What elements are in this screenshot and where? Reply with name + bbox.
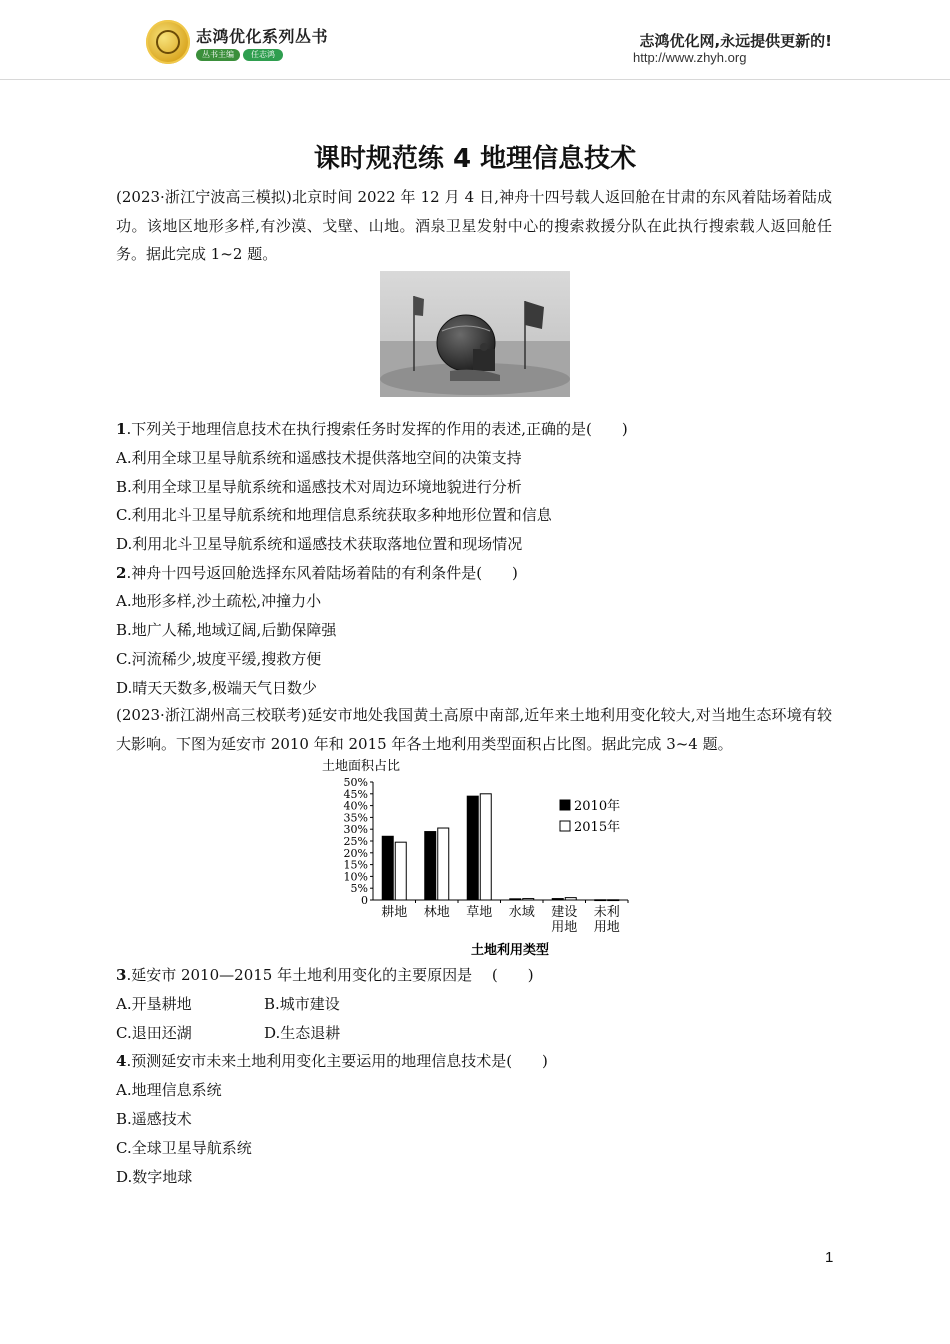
chart-x-tick-label: 草地 bbox=[466, 905, 493, 920]
question-4-option-b[interactable]: B.遥感技术 bbox=[116, 1110, 192, 1128]
chart-x-tick-label: 林地 bbox=[423, 905, 450, 920]
chart-bar-2010年-建设用地 bbox=[552, 899, 563, 900]
chart-x-tick-label: 用地 bbox=[551, 920, 578, 935]
chart-y-tick-label: 45% bbox=[343, 787, 368, 801]
land-use-bar-chart bbox=[318, 756, 638, 960]
chart-y-tick-label: 15% bbox=[343, 858, 368, 872]
question-3-text: .延安市 2010—2015 年土地利用变化的主要原因是 ( ) bbox=[126, 966, 534, 984]
chart-x-tick-label: 耕地 bbox=[381, 905, 408, 920]
chart-legend-label: 2010年 bbox=[574, 799, 621, 814]
header-divider bbox=[0, 79, 950, 80]
chart-legend-label: 2015年 bbox=[574, 820, 621, 835]
chart-y-tick-label: 25% bbox=[343, 835, 368, 848]
chart-y-tick-label: 40% bbox=[343, 799, 368, 813]
question-2-option-c[interactable]: C.河流稀少,坡度平缓,搜救方便 bbox=[116, 650, 322, 668]
question-1-option-a[interactable]: A.利用全球卫星导航系统和遥感技术提供落地空间的决策支持 bbox=[116, 449, 522, 467]
question-2-option-d[interactable]: D.晴天天数多,极端天气日数少 bbox=[116, 679, 318, 697]
question-1-option-b[interactable]: B.利用全球卫星导航系统和遥感技术对周边环境地貌进行分析 bbox=[116, 478, 522, 496]
question-3-stem bbox=[116, 965, 534, 985]
page-header bbox=[0, 0, 950, 80]
site-url-link[interactable]: http://www.zhyh.org bbox=[633, 50, 747, 65]
chart-bar-2010年-水域 bbox=[510, 899, 521, 900]
question-2-text: .神舟十四号返回舱选择东风着陆场着陆的有利条件是( ) bbox=[126, 564, 518, 582]
question-1-stem bbox=[116, 419, 628, 439]
passage-intro-1: (2023·浙江宁波高三模拟)北京时间 2022 年 12 月 4 日,神舟十四号载人返回舱在甘肃的东风着陆场着陆成功。该地区地形多样,有沙漠、戈壁、山地。酒泉卫星发射中心的搜索救援分队在此执行搜索载人返回舱任务。据此完成 1~2 题。 bbox=[116, 188, 832, 263]
page-title: 课时规范练 4 地理信息技术 bbox=[313, 144, 637, 174]
chart-x-tick-label: 未利 bbox=[593, 905, 620, 920]
chart-y-tick-label: 20% bbox=[343, 846, 368, 860]
chart-legend-swatch bbox=[560, 821, 570, 831]
question-3-option-d[interactable]: D.生态退耕 bbox=[264, 1024, 341, 1042]
question-1-option-c[interactable]: C.利用北斗卫星导航系统和地理信息系统获取多种地形位置和信息 bbox=[116, 506, 552, 524]
chart-x-axis-label: 土地利用类型 bbox=[470, 943, 550, 958]
chart-y-tick-label: 35% bbox=[343, 811, 368, 825]
chart-x-tick-label: 水域 bbox=[508, 905, 535, 920]
question-2-stem bbox=[116, 563, 518, 583]
chart-bar-2010年-耕地 bbox=[382, 836, 393, 900]
passage-intro-2: (2023·浙江湖州高三校联考)延安市地处我国黄土高原中南部,近年来土地利用变化较大,对当地生态环境有较大影响。下图为延安市 2010 年和 2015 年各土地利用类型面积占比图。据此完成 3~4 题。 bbox=[116, 706, 832, 753]
chart-bar-2010年-林地 bbox=[425, 832, 436, 900]
editor-name: 任志鸿 bbox=[243, 49, 283, 61]
chart-x-tick-label: 用地 bbox=[593, 920, 620, 935]
chart-bar-2015年-耕地 bbox=[395, 842, 406, 900]
question-1-text: .下列关于地理信息技术在执行搜索任务时发挥的作用的表述,正确的是( ) bbox=[126, 420, 628, 438]
question-3-option-a[interactable]: A.开垦耕地 bbox=[116, 995, 192, 1013]
chart-bar-2015年-林地 bbox=[438, 828, 449, 900]
chart-y-tick-label: 50% bbox=[343, 776, 368, 789]
chart-x-tick-label: 建设 bbox=[551, 905, 578, 920]
chart-bar-2010年-未利用地 bbox=[595, 900, 606, 901]
brand-slogan: 志鸿优化网,永远提供更新的! bbox=[639, 32, 832, 50]
question-2-number: 2 bbox=[116, 564, 127, 582]
question-4-option-d[interactable]: D.数字地球 bbox=[116, 1168, 193, 1186]
chart-bar-2015年-水域 bbox=[523, 899, 534, 900]
chart-y-tick-label: 0 bbox=[361, 894, 368, 907]
chart-bar-2015年-未利用地 bbox=[608, 900, 619, 901]
question-3-option-b[interactable]: B.城市建设 bbox=[264, 995, 340, 1013]
brand-logo-icon bbox=[146, 20, 190, 64]
chart-y-tick-label: 30% bbox=[343, 823, 368, 837]
question-1-number: 1 bbox=[116, 420, 127, 438]
editor-tag: 丛书主编 bbox=[196, 49, 240, 61]
question-3-number: 3 bbox=[116, 966, 127, 984]
question-1-option-d[interactable]: D.利用北斗卫星导航系统和遥感技术获取落地位置和现场情况 bbox=[116, 535, 523, 553]
chart-legend-swatch bbox=[560, 800, 570, 810]
chart-bar-2015年-草地 bbox=[480, 794, 491, 900]
chart-title: 土地面积占比 bbox=[322, 759, 401, 774]
question-4-option-a[interactable]: A.地理信息系统 bbox=[116, 1081, 222, 1099]
question-3-option-c[interactable]: C.退田还湖 bbox=[116, 1024, 192, 1042]
question-2-option-a[interactable]: A.地形多样,沙土疏松,冲撞力小 bbox=[116, 592, 322, 610]
chart-y-tick-label: 10% bbox=[343, 870, 368, 884]
question-4-option-c[interactable]: C.全球卫星导航系统 bbox=[116, 1139, 252, 1157]
question-4-number: 4 bbox=[116, 1052, 127, 1070]
question-4-stem bbox=[116, 1051, 548, 1071]
chart-legend bbox=[560, 798, 620, 835]
chart-y-tick-label: 5% bbox=[350, 882, 368, 896]
brand-title: 志鸿优化系列丛书 bbox=[196, 27, 329, 46]
return-capsule-photo bbox=[380, 271, 570, 397]
question-4-text: .预测延安市未来土地利用变化主要运用的地理信息技术是( ) bbox=[126, 1052, 548, 1070]
chart-bar-2015年-建设用地 bbox=[565, 898, 576, 900]
chart-bar-2010年-草地 bbox=[467, 796, 478, 900]
question-2-option-b[interactable]: B.地广人稀,地域辽阔,后勤保障强 bbox=[116, 621, 337, 639]
page-number: 1 bbox=[825, 1249, 834, 1266]
